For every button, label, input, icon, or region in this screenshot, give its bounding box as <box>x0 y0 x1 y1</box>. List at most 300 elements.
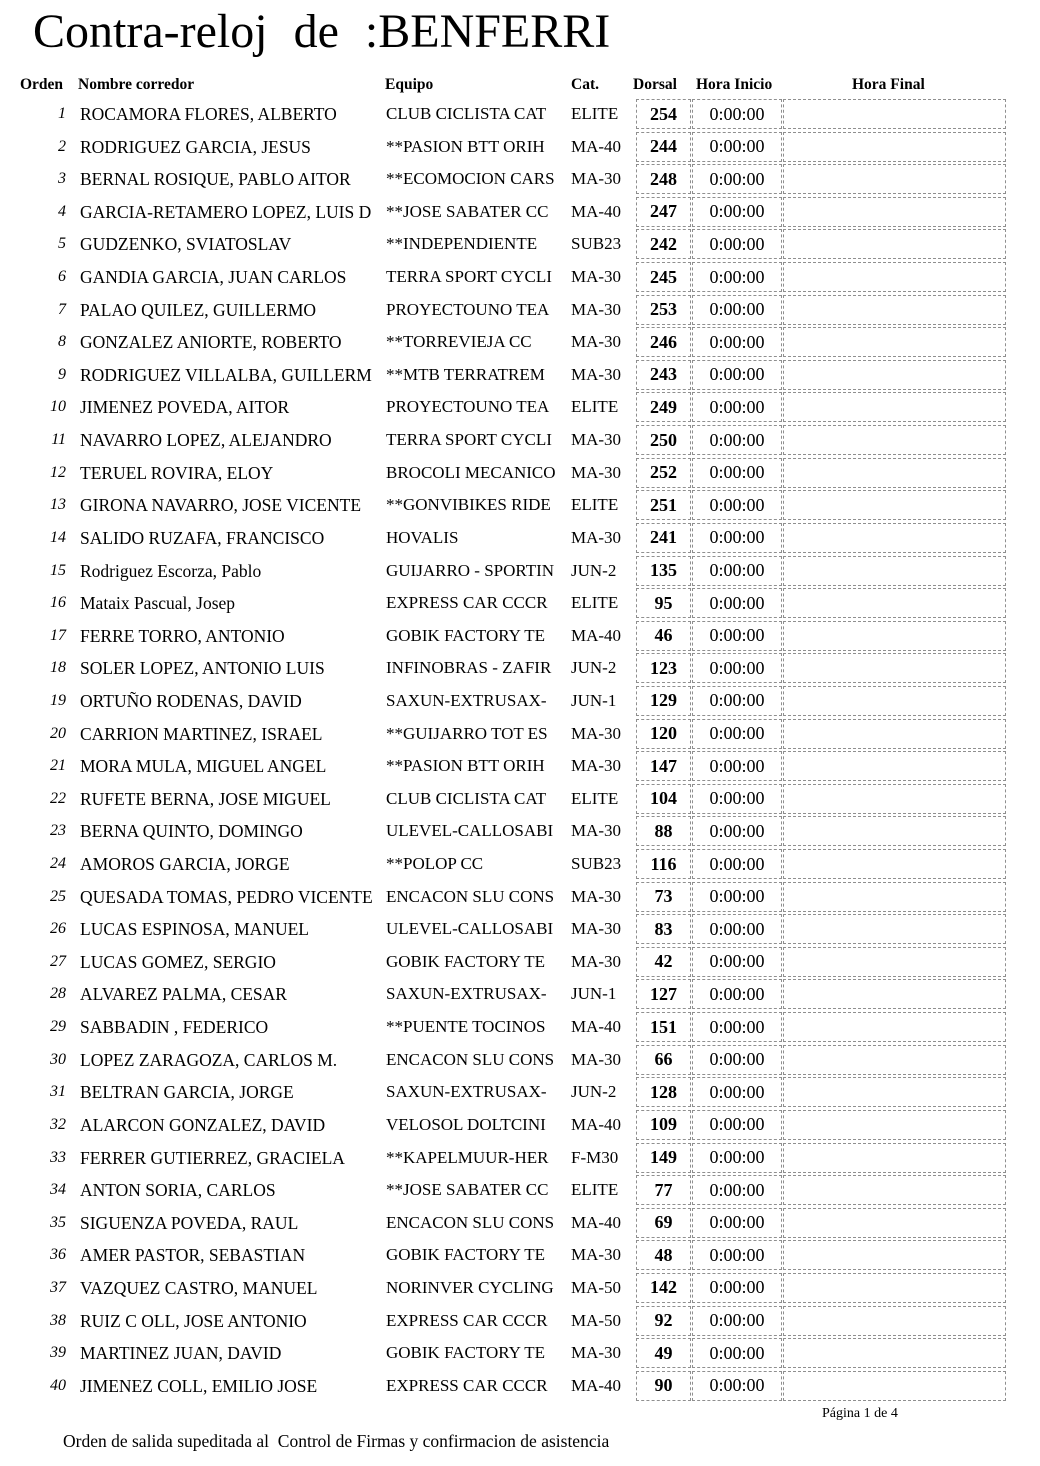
row-hora-inicio-box: 0:00:00 <box>692 556 782 586</box>
row-category: MA-30 <box>571 886 622 906</box>
row-orden: 17 <box>50 626 66 644</box>
row-hora-inicio-box: 0:00:00 <box>692 1208 782 1238</box>
row-category: ELITE <box>571 1180 619 1200</box>
row-orden: 23 <box>50 822 66 840</box>
table-row <box>0 1175 1040 1208</box>
row-category: JUN-2 <box>571 658 617 678</box>
row-hora-final-box <box>783 99 1006 129</box>
row-team: ENCACON SLU CONS <box>386 886 555 906</box>
row-orden: 15 <box>50 561 66 579</box>
row-rider-name: ALVAREZ PALMA, CESAR <box>80 984 287 1005</box>
row-rider-name: TERUEL ROVIRA, ELOY <box>80 462 274 483</box>
table-row <box>0 262 1040 295</box>
row-rider-name: PALAO QUILEZ, GUILLERMO <box>80 299 317 320</box>
row-orden: 4 <box>58 202 66 220</box>
row-orden: 38 <box>50 1311 66 1329</box>
row-team: **GUIJARRO TOT ES <box>386 723 548 743</box>
row-hora-final-box <box>783 1240 1006 1270</box>
row-hora-final-box <box>783 132 1006 162</box>
page-number: Página 1 de 4 <box>822 1406 898 1421</box>
table-row <box>0 849 1040 882</box>
row-orden: 31 <box>50 1083 66 1101</box>
table-body <box>0 99 1040 1403</box>
row-hora-inicio-box: 0:00:00 <box>692 425 782 455</box>
row-category: MA-30 <box>571 364 622 384</box>
row-dorsal-box: 149 <box>636 1143 691 1173</box>
row-hora-final-box <box>783 1306 1006 1336</box>
footer-note: Orden de salida supeditada al Control de Firmas y confirmacion de asistencia <box>63 1431 610 1451</box>
table-row <box>0 588 1040 621</box>
row-dorsal-box: 142 <box>636 1273 691 1303</box>
row-hora-inicio-box: 0:00:00 <box>692 132 782 162</box>
row-team: GOBIK FACTORY TE <box>386 1343 546 1363</box>
row-rider-name: GUDZENKO, SVIATOSLAV <box>80 234 292 255</box>
row-hora-final-box <box>783 1208 1006 1238</box>
row-hora-inicio-box: 0:00:00 <box>692 914 782 944</box>
row-orden: 9 <box>58 365 66 383</box>
row-hora-inicio-box: 0:00:00 <box>692 1012 782 1042</box>
row-hora-final-box <box>783 751 1006 781</box>
row-category: MA-30 <box>571 299 622 319</box>
row-hora-final-box <box>783 588 1006 618</box>
row-hora-final-box <box>783 425 1006 455</box>
row-hora-inicio-box: 0:00:00 <box>692 1338 782 1368</box>
row-dorsal-box: 248 <box>636 164 691 194</box>
row-rider-name: CARRION MARTINEZ, ISRAEL <box>80 723 323 744</box>
row-orden: 27 <box>50 952 66 970</box>
row-category: MA-30 <box>571 430 622 450</box>
row-orden: 8 <box>58 333 66 351</box>
row-rider-name: GIRONA NAVARRO, JOSE VICENTE <box>80 495 362 516</box>
row-hora-inicio-box: 0:00:00 <box>692 1143 782 1173</box>
table-row <box>0 556 1040 589</box>
header-dorsal: Dorsal <box>633 76 677 93</box>
table-row <box>0 523 1040 556</box>
row-hora-final-box <box>783 556 1006 586</box>
row-orden: 39 <box>50 1344 66 1362</box>
row-team: CLUB CICLISTA CAT <box>386 104 547 123</box>
row-dorsal-box: 246 <box>636 327 691 357</box>
table-row <box>0 1143 1040 1176</box>
row-dorsal-box: 128 <box>636 1077 691 1107</box>
table-row <box>0 686 1040 719</box>
row-dorsal-box: 88 <box>636 816 691 846</box>
row-category: F-M30 <box>571 1147 619 1167</box>
row-rider-name: RUFETE BERNA, JOSE MIGUEL <box>80 788 331 809</box>
header-orden: Orden <box>20 76 64 93</box>
row-rider-name: RODRIGUEZ VILLALBA, GUILLERM <box>80 364 372 385</box>
row-dorsal-box: 116 <box>636 849 691 879</box>
row-orden: 32 <box>50 1115 66 1133</box>
row-dorsal-box: 77 <box>636 1175 691 1205</box>
row-rider-name: LUCAS GOMEZ, SERGIO <box>80 951 276 972</box>
row-team: INFINOBRAS - ZAFIR <box>386 658 552 678</box>
row-category: ELITE <box>571 495 619 515</box>
row-category: JUN-1 <box>571 984 617 1004</box>
row-orden: 16 <box>50 594 66 612</box>
row-hora-final-box <box>783 1338 1006 1368</box>
row-hora-inicio-box: 0:00:00 <box>692 1306 782 1336</box>
row-rider-name: Rodriguez Escorza, Pablo <box>80 560 262 581</box>
row-dorsal-box: 83 <box>636 914 691 944</box>
row-hora-final-box <box>783 621 1006 651</box>
row-hora-final-box <box>783 1045 1006 1075</box>
row-hora-inicio-box: 0:00:00 <box>692 1110 782 1140</box>
row-orden: 22 <box>50 789 66 807</box>
row-category: ELITE <box>571 593 619 613</box>
table-row <box>0 1012 1040 1045</box>
row-rider-name: BERNAL ROSIQUE, PABLO AITOR <box>80 169 351 190</box>
row-dorsal-box: 243 <box>636 360 691 390</box>
row-team: **PASION BTT ORIH <box>386 756 545 776</box>
row-hora-final-box <box>783 360 1006 390</box>
row-rider-name: ROCAMORA FLORES, ALBERTO <box>80 104 337 124</box>
row-category: JUN-2 <box>571 560 617 580</box>
row-hora-final-box <box>783 458 1006 488</box>
row-category: MA-40 <box>571 201 622 221</box>
row-rider-name: FERRER GUTIERREZ, GRACIELA <box>80 1147 345 1168</box>
row-dorsal-box: 42 <box>636 947 691 977</box>
row-team: ULEVEL-CALLOSABI <box>386 821 554 841</box>
row-hora-inicio-box: 0:00:00 <box>692 621 782 651</box>
row-orden: 40 <box>50 1376 66 1394</box>
row-dorsal-box: 104 <box>636 784 691 814</box>
row-rider-name: VAZQUEZ CASTRO, MANUEL <box>80 1277 318 1298</box>
row-rider-name: GARCIA-RETAMERO LOPEZ, LUIS D <box>80 201 372 222</box>
row-hora-inicio-box: 0:00:00 <box>692 523 782 553</box>
row-hora-final-box <box>783 784 1006 814</box>
row-orden: 10 <box>50 398 66 416</box>
row-team: EXPRESS CAR CCCR <box>386 1310 548 1330</box>
row-hora-final-box <box>783 1175 1006 1205</box>
row-dorsal-box: 250 <box>636 425 691 455</box>
row-category: MA-30 <box>571 332 622 352</box>
row-team: **JOSE SABATER CC <box>386 1180 549 1200</box>
row-hora-final-box <box>783 849 1006 879</box>
row-category: MA-30 <box>571 169 622 189</box>
row-hora-inicio-box: 0:00:00 <box>692 979 782 1009</box>
row-rider-name: JIMENEZ POVEDA, AITOR <box>80 397 290 418</box>
row-category: JUN-2 <box>571 1082 617 1102</box>
row-category: SUB23 <box>571 234 622 254</box>
row-hora-inicio-box: 0:00:00 <box>692 229 782 259</box>
table-row <box>0 1306 1040 1339</box>
page-title: Contra-reloj de :BENFERRI <box>33 5 611 58</box>
table-row <box>0 947 1040 980</box>
row-category: MA-30 <box>571 723 622 743</box>
row-orden: 21 <box>50 757 66 775</box>
row-hora-final-box <box>783 947 1006 977</box>
table-row <box>0 132 1040 165</box>
row-team: BROCOLI MECANICO <box>386 462 556 482</box>
row-category: MA-50 <box>571 1310 622 1330</box>
table-row <box>0 99 1040 132</box>
table-row <box>0 197 1040 230</box>
row-orden: 34 <box>50 1181 66 1199</box>
row-category: MA-40 <box>571 136 622 156</box>
row-category: MA-30 <box>571 462 622 482</box>
row-team: HOVALIS <box>386 527 459 547</box>
row-category: MA-40 <box>571 1114 622 1134</box>
row-team: NORINVER CYCLING <box>386 1277 554 1297</box>
row-hora-inicio-box: 0:00:00 <box>692 164 782 194</box>
row-orden: 37 <box>50 1278 66 1296</box>
row-dorsal-box: 251 <box>636 490 691 520</box>
table-row <box>0 164 1040 197</box>
row-team: ENCACON SLU CONS <box>386 1049 555 1069</box>
row-dorsal-box: 249 <box>636 392 691 422</box>
row-rider-name: JIMENEZ COLL, EMILIO JOSE <box>80 1375 318 1396</box>
row-dorsal-box: 241 <box>636 523 691 553</box>
table-row <box>0 882 1040 915</box>
row-team: CLUB CICLISTA CAT <box>386 788 547 808</box>
row-orden: 14 <box>50 528 66 546</box>
row-hora-final-box <box>783 719 1006 749</box>
row-dorsal-box: 48 <box>636 1240 691 1270</box>
row-orden: 26 <box>50 920 66 938</box>
row-hora-final-box <box>783 1012 1006 1042</box>
row-dorsal-box: 46 <box>636 621 691 651</box>
row-category: JUN-1 <box>571 690 617 710</box>
header-nombre: Nombre corredor <box>78 76 195 93</box>
row-rider-name: RODRIGUEZ GARCIA, JESUS <box>80 136 311 157</box>
row-hora-final-box <box>783 1371 1006 1401</box>
row-hora-final-box <box>783 295 1006 325</box>
row-category: SUB23 <box>571 854 622 874</box>
row-team: **PUENTE TOCINOS <box>386 1017 546 1037</box>
row-team: **INDEPENDIENTE <box>386 234 538 254</box>
row-category: MA-30 <box>571 527 622 547</box>
table-row <box>0 816 1040 849</box>
row-category: MA-30 <box>571 821 622 841</box>
row-dorsal-box: 120 <box>636 719 691 749</box>
table-row <box>0 425 1040 458</box>
table-row <box>0 392 1040 425</box>
row-category: ELITE <box>571 104 619 123</box>
row-team: PROYECTOUNO TEA <box>386 299 550 319</box>
row-category: MA-40 <box>571 625 622 645</box>
row-dorsal-box: 109 <box>636 1110 691 1140</box>
row-rider-name: GONZALEZ ANIORTE, ROBERTO <box>80 332 342 353</box>
table-row <box>0 719 1040 752</box>
row-hora-inicio-box: 0:00:00 <box>692 295 782 325</box>
header-equipo: Equipo <box>385 76 434 93</box>
row-category: MA-40 <box>571 1375 622 1395</box>
row-category: MA-40 <box>571 1017 622 1037</box>
row-rider-name: GANDIA GARCIA, JUAN CARLOS <box>80 267 347 288</box>
row-orden: 6 <box>58 268 66 286</box>
row-hora-final-box <box>783 197 1006 227</box>
row-rider-name: BELTRAN GARCIA, JORGE <box>80 1082 294 1103</box>
row-rider-name: SIGUENZA POVEDA, RAUL <box>80 1212 299 1233</box>
row-rider-name: ANTON SORIA, CARLOS <box>80 1180 276 1201</box>
table-row <box>0 229 1040 262</box>
header-cat: Cat. <box>571 76 599 93</box>
row-team: SAXUN-EXTRUSAX- <box>386 690 547 710</box>
row-orden: 25 <box>50 887 66 905</box>
row-rider-name: ORTUÑO RODENAS, DAVID <box>80 690 302 711</box>
row-orden: 36 <box>50 1246 66 1264</box>
row-rider-name: AMOROS GARCIA, JORGE <box>80 854 290 875</box>
row-orden: 2 <box>58 137 66 155</box>
row-hora-final-box <box>783 1143 1006 1173</box>
row-hora-inicio-box: 0:00:00 <box>692 751 782 781</box>
row-rider-name: ALARCON GONZALEZ, DAVID <box>80 1114 326 1135</box>
row-rider-name: BERNA QUINTO, DOMINGO <box>80 821 303 842</box>
table-row <box>0 979 1040 1012</box>
row-hora-final-box <box>783 882 1006 912</box>
row-rider-name: LUCAS ESPINOSA, MANUEL <box>80 919 309 940</box>
row-hora-final-box <box>783 229 1006 259</box>
row-hora-inicio-box: 0:00:00 <box>692 882 782 912</box>
row-hora-inicio-box: 0:00:00 <box>692 784 782 814</box>
row-team: **JOSE SABATER CC <box>386 201 549 221</box>
table-row <box>0 360 1040 393</box>
row-dorsal-box: 127 <box>636 979 691 1009</box>
row-dorsal-box: 247 <box>636 197 691 227</box>
row-rider-name: MARTINEZ JUAN, DAVID <box>80 1343 282 1364</box>
row-category: MA-50 <box>571 1277 622 1297</box>
row-team: TERRA SPORT CYCLI <box>386 267 552 287</box>
row-hora-inicio-box: 0:00:00 <box>692 849 782 879</box>
table-row <box>0 1338 1040 1371</box>
row-category: MA-30 <box>571 1343 622 1363</box>
row-team: GOBIK FACTORY TE <box>386 1245 546 1265</box>
row-category: MA-40 <box>571 1212 622 1232</box>
row-dorsal-box: 252 <box>636 458 691 488</box>
row-dorsal-box: 69 <box>636 1208 691 1238</box>
row-hora-inicio-box: 0:00:00 <box>692 1273 782 1303</box>
row-orden: 33 <box>50 1148 66 1166</box>
row-hora-inicio-box: 0:00:00 <box>692 327 782 357</box>
row-hora-inicio-box: 0:00:00 <box>692 719 782 749</box>
row-team: **MTB TERRATREM <box>386 364 545 384</box>
row-rider-name: SABBADIN , FEDERICO <box>80 1017 269 1038</box>
row-category: MA-30 <box>571 951 622 971</box>
row-team: ULEVEL-CALLOSABI <box>386 919 554 939</box>
row-hora-final-box <box>783 1273 1006 1303</box>
row-dorsal-box: 123 <box>636 653 691 683</box>
row-orden: 28 <box>50 985 66 1003</box>
row-hora-final-box <box>783 914 1006 944</box>
row-hora-final-box <box>783 686 1006 716</box>
row-rider-name: AMER PASTOR, SEBASTIAN <box>80 1245 306 1266</box>
row-hora-inicio-box: 0:00:00 <box>692 1077 782 1107</box>
row-hora-final-box <box>783 1110 1006 1140</box>
row-hora-inicio-box: 0:00:00 <box>692 490 782 520</box>
row-orden: 13 <box>50 496 66 514</box>
row-dorsal-box: 66 <box>636 1045 691 1075</box>
row-orden: 12 <box>50 463 66 481</box>
row-team: **TORREVIEJA CC <box>386 332 532 352</box>
row-orden: 11 <box>51 431 66 449</box>
row-category: ELITE <box>571 788 619 808</box>
row-rider-name: MORA MULA, MIGUEL ANGEL <box>80 756 327 777</box>
table-row <box>0 1045 1040 1078</box>
row-rider-name: SALIDO RUZAFA, FRANCISCO <box>80 527 325 548</box>
table-row <box>0 1077 1040 1110</box>
row-rider-name: RUIZ C OLL, JOSE ANTONIO <box>80 1310 307 1331</box>
row-hora-inicio-box: 0:00:00 <box>692 588 782 618</box>
table-row <box>0 458 1040 491</box>
table-row <box>0 653 1040 686</box>
table-row <box>0 490 1040 523</box>
row-hora-inicio-box: 0:00:00 <box>692 197 782 227</box>
row-team: SAXUN-EXTRUSAX- <box>386 984 547 1004</box>
row-team: EXPRESS CAR CCCR <box>386 1375 548 1395</box>
table-row <box>0 1371 1040 1404</box>
row-dorsal-box: 254 <box>636 99 691 129</box>
row-hora-inicio-box: 0:00:00 <box>692 99 782 129</box>
row-hora-final-box <box>783 262 1006 292</box>
row-hora-final-box <box>783 523 1006 553</box>
row-orden: 7 <box>58 300 66 318</box>
row-dorsal-box: 147 <box>636 751 691 781</box>
row-rider-name: QUESADA TOMAS, PEDRO VICENTE <box>80 886 373 907</box>
row-hora-inicio-box: 0:00:00 <box>692 1175 782 1205</box>
row-dorsal-box: 253 <box>636 295 691 325</box>
row-rider-name: FERRE TORRO, ANTONIO <box>80 625 285 646</box>
row-category: MA-30 <box>571 1049 622 1069</box>
table-row <box>0 1240 1040 1273</box>
row-dorsal-box: 49 <box>636 1338 691 1368</box>
row-orden: 3 <box>58 170 66 188</box>
row-hora-final-box <box>783 327 1006 357</box>
row-category: MA-30 <box>571 756 622 776</box>
row-team: **GONVIBIKES RIDE <box>386 495 551 515</box>
row-hora-inicio-box: 0:00:00 <box>692 947 782 977</box>
row-team: TERRA SPORT CYCLI <box>386 430 552 450</box>
row-hora-inicio-box: 0:00:00 <box>692 262 782 292</box>
row-hora-final-box <box>783 392 1006 422</box>
table-row <box>0 751 1040 784</box>
row-team: **POLOP CC <box>386 854 484 874</box>
row-orden: 29 <box>50 1018 66 1036</box>
row-orden: 35 <box>50 1213 66 1231</box>
row-team: EXPRESS CAR CCCR <box>386 593 548 613</box>
header-hora-final: Hora Final <box>852 76 925 93</box>
row-category: MA-30 <box>571 267 622 287</box>
table-row <box>0 1110 1040 1143</box>
row-orden: 24 <box>50 855 66 873</box>
row-hora-final-box <box>783 653 1006 683</box>
row-hora-inicio-box: 0:00:00 <box>692 392 782 422</box>
row-rider-name: LOPEZ ZARAGOZA, CARLOS M. <box>80 1049 338 1070</box>
row-dorsal-box: 151 <box>636 1012 691 1042</box>
table-row <box>0 784 1040 817</box>
row-dorsal-box: 242 <box>636 229 691 259</box>
row-hora-inicio-box: 0:00:00 <box>692 653 782 683</box>
row-team: VELOSOL DOLTCINI <box>386 1114 546 1134</box>
row-rider-name: SOLER LOPEZ, ANTONIO LUIS <box>80 658 325 679</box>
row-team: GOBIK FACTORY TE <box>386 951 546 971</box>
row-team: **KAPELMUUR-HER <box>386 1147 549 1167</box>
row-rider-name: Mataix Pascual, Josep <box>80 593 236 614</box>
row-dorsal-box: 129 <box>636 686 691 716</box>
row-dorsal-box: 92 <box>636 1306 691 1336</box>
row-orden: 19 <box>50 691 66 709</box>
row-team: GOBIK FACTORY TE <box>386 625 546 645</box>
row-hora-inicio-box: 0:00:00 <box>692 816 782 846</box>
table-row <box>0 1273 1040 1306</box>
row-hora-inicio-box: 0:00:00 <box>692 1371 782 1401</box>
row-hora-final-box <box>783 816 1006 846</box>
row-orden: 1 <box>58 105 66 122</box>
row-hora-final-box <box>783 164 1006 194</box>
row-hora-final-box <box>783 979 1006 1009</box>
row-hora-final-box <box>783 1077 1006 1107</box>
table-row <box>0 327 1040 360</box>
